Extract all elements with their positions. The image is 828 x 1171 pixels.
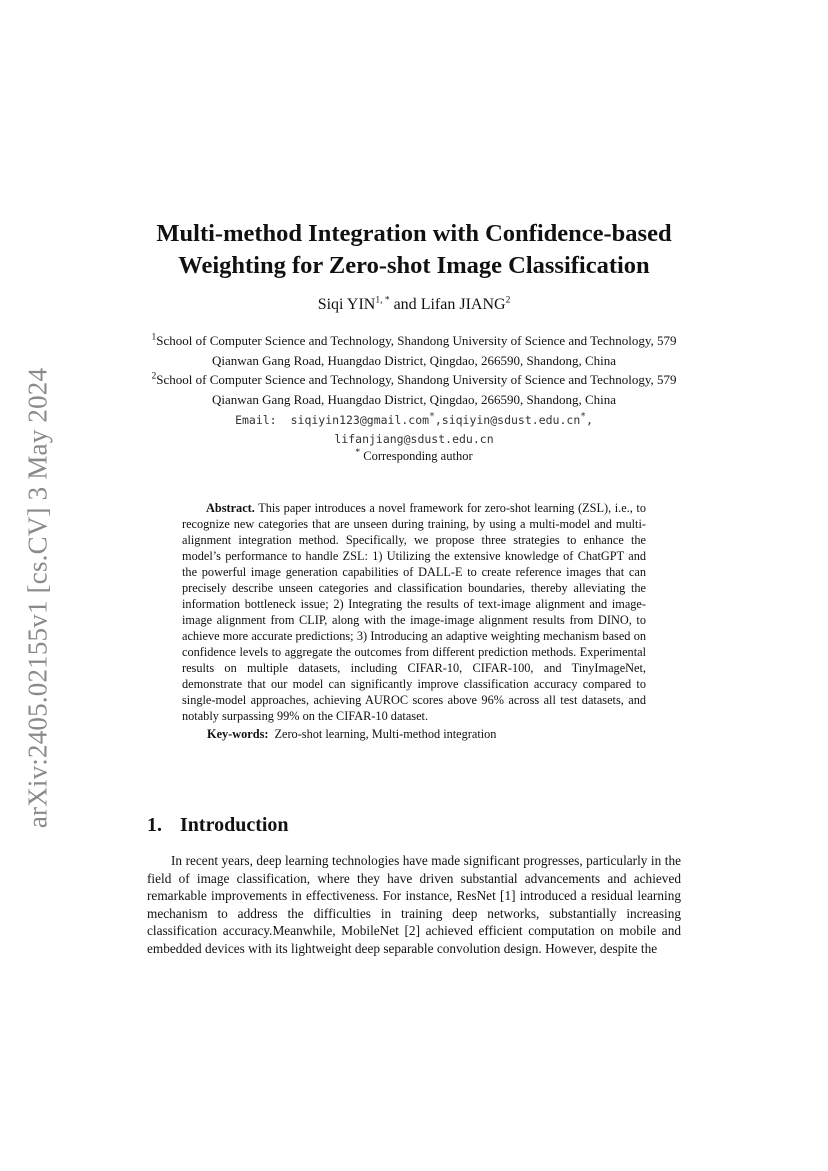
arxiv-identifier — [8, 338, 68, 858]
affiliation-1-line-1: School of Computer Science and Technology, Shandong University of Science and Technology, 579 — [156, 333, 677, 348]
author-1-marker: 1, * — [375, 295, 390, 306]
corresponding-marker: * — [355, 447, 361, 458]
email-2-marker: * — [580, 411, 586, 423]
corresponding-text: Corresponding author — [363, 449, 473, 463]
paper-title — [100, 218, 728, 282]
affiliation-2-marker: 2 — [151, 371, 157, 382]
email-block: Email: siqiyin123@gmail.com*,siqiyin@sdust.edu.cn*, lifanjiang@sdust.edu.cn — [235, 411, 593, 446]
keywords-label: Key-words: — [207, 727, 269, 741]
keywords — [207, 727, 647, 742]
affiliation-1-marker: 1 — [151, 332, 157, 343]
author-1-name: Siqi YIN — [317, 296, 376, 313]
title-line-1: Multi-method Integration with Confidence-based — [156, 220, 672, 247]
email-label: Email: — [235, 413, 277, 427]
title-line-2: Weighting for Zero-shot Image Classification — [178, 252, 650, 279]
author-2-marker: 2 — [505, 295, 511, 306]
email-1-marker: * — [429, 411, 435, 423]
author-list — [100, 296, 728, 314]
email-link-2[interactable]: siqiyin@sdust.edu.cn — [441, 413, 581, 427]
email-link-3[interactable]: lifanjiang@sdust.edu.cn — [334, 432, 494, 446]
abstract-label: Abstract. — [206, 501, 255, 515]
section-title: Introduction — [180, 814, 289, 836]
author-joiner: and — [389, 296, 421, 313]
arxiv-identifier-text: arXiv:2405.02155v1 [cs.CV] 3 May 2024 — [22, 367, 53, 829]
affiliation-1-line-2: Qianwan Gang Road, Huangdao District, Qingdao, 266590, Shandong, China — [211, 353, 617, 368]
corresponding-author-note — [150, 449, 678, 464]
affiliation-2-line-2: Qianwan Gang Road, Huangdao District, Qingdao, 266590, Shandong, China — [211, 392, 617, 407]
author-2-name: Lifan JIANG — [420, 296, 506, 313]
affiliation-2 — [150, 370, 678, 410]
keywords-text: Zero-shot learning, Multi-method integration — [274, 727, 497, 741]
abstract-text: This paper introduces a novel framework for zero-shot learning (ZSL), i.e., to recognize new categories that are unseen during training, by using a multi-model and multi-alignment integration method. Specifically, we propose three strategies to enhance the model’s performance to handle ZSL: 1) Utilizing the extensive knowledge of ChatGPT and the powerful image generation capabilities of DALL-E to create reference images that can precisely describe unseen categories and classification boundaries, thereby alleviating the information bottleneck issue; 2) Integrating the results of text-image alignment and image-image alignment from CLIP, along with the image-image alignment results from DINO, to achieve more accurate predictions; 3) Introducing an adaptive weighting mechanism based on confidence levels to aggregate the outcomes from different prediction methods. Experimental results on multiple datasets, including CIFAR-10, CIFAR-100, and TinyImageNet, demonstrate that our model can significantly improve classification accuracy compared to single-model approaches, achieving AUROC scores above 96% across all test datasets, and notably surpassing 99% on the CIFAR-10 dataset. — [182, 501, 646, 723]
abstract — [182, 500, 646, 724]
affiliation-2-line-1: School of Computer Science and Technology, Shandong University of Science and Technology, 579 — [156, 372, 677, 387]
section-heading-introduction — [147, 814, 289, 837]
introduction-paragraph: In recent years, deep learning technologies have made significant progresses, particularly in the field of image classification, where they have driven substantial advancements and achieved remarkable improvements in effectiveness. For instance, ResNet [1] introduced a residual learning mechanism to address the difficulties in training deep networks, substantially increasing classification accuracy.Meanwhile, MobileNet [2] achieved efficient computation on mobile and embedded devices with its lightweight deep separable convolution design. However, despite the — [147, 853, 681, 956]
section-number: 1. — [147, 814, 162, 836]
email-link-1[interactable]: siqiyin123@gmail.com — [290, 413, 430, 427]
affiliation-1 — [150, 331, 678, 371]
